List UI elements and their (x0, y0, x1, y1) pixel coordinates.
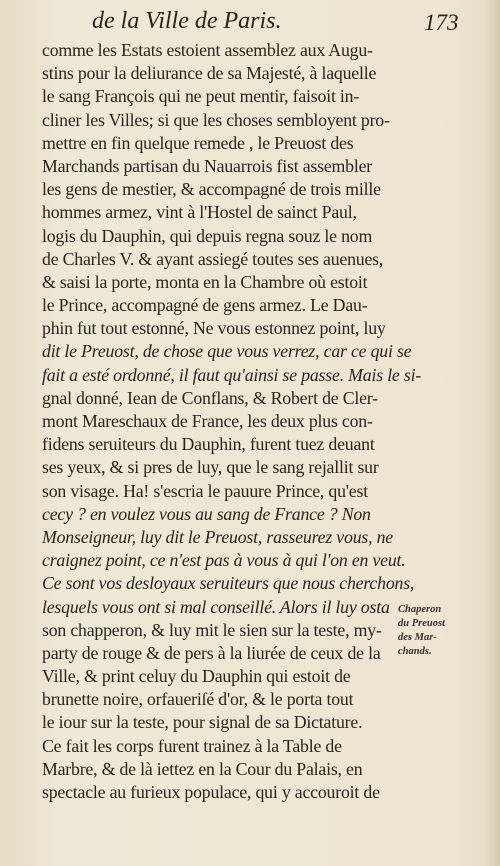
text-line: brunette noire, orfaueriſé d'or, & le porta tout (42, 689, 354, 710)
text-line: Marbre, & de là iettez en la Cour du Palais, en (42, 758, 363, 779)
text-line: mettre en fin quelque remede , le Preuost des (42, 132, 354, 153)
text-line: dit le Preuost, de chose que vous verrez, car ce qui se (42, 341, 412, 362)
running-head: de la Ville de Paris. (92, 8, 282, 34)
text-line: cliner les Villes; si que les choses sembloyent pro- (42, 109, 390, 130)
page-header (0, 4, 500, 40)
text-line: cecy ? en voulez vous au sang de France ? Non (42, 503, 371, 524)
text-line: phin fut tout estonné, Ne vous estonnez point, luy (42, 318, 386, 339)
margin-note-line: du Preuost (398, 618, 445, 629)
text-line: Ce sont vos desloyaux seruiteurs que nous cherchons, (42, 573, 415, 594)
text-line: & saisi la porte, monta en la Chambre où estoit (42, 271, 368, 292)
text-line: lesquels vous ont si mal conseillé. Alors il luy osta (42, 596, 390, 617)
text-line: gnal donné, Iean de Conflans, & Robert de Cler- (42, 387, 378, 408)
text-line: de Charles V. & ayant assiegé toutes ses auenues, (42, 248, 384, 269)
text-line: comme les Estats estoient assemblez aux Augu- (42, 40, 373, 60)
text-line: Monseigneur, luy dit le Preuost, rasseurez vous, ne (42, 526, 393, 547)
text-line: fidens seruiteurs du Dauphin, furent tuez deuant (42, 434, 375, 455)
text-line: spectacle au furieux populace, qui y accouroit de (42, 782, 380, 802)
text-line: le sang François qui ne peut mentir, faisoit in- (42, 86, 360, 107)
text-line: logis du Dauphin, qui depuis regna souz le nom (42, 225, 373, 246)
text-line: stins pour la deliurance de sa Majesté, à laquelle (42, 63, 377, 84)
margin-note-line: des Mar- (398, 632, 437, 643)
text-line: le iour sur la teste, pour signal de sa Dictature. (42, 712, 363, 733)
text-line: les gens de mestier, & accompagné de trois mille (42, 179, 381, 200)
text-line: ses yeux, & si pres de luy, que le sang rejallit sur (42, 457, 379, 478)
text-line: Ce fait les corps furent trainez à la Table de (42, 735, 342, 756)
text-line: Ville, & print celuy du Dauphin qui estoit de (42, 666, 351, 687)
text-line: mont Mareschaux de France, les deux plus con- (42, 411, 373, 431)
margin-note-line: Chaperon (398, 604, 442, 615)
text-line: hommes armez, vint à l'Hostel de sainct Paul, (42, 202, 357, 223)
text-line: son chapperon, & luy mit le sien sur la teste, my- (42, 619, 382, 640)
text-line: le Prince, accompagné de gens armez. Le Dau- (42, 295, 368, 316)
text-line: Marchands partisan du Nauarrois fist assembler (42, 155, 373, 176)
margin-note (398, 603, 498, 659)
margin-note-line: chands. (398, 646, 432, 657)
text-line: fait a esté ordonné, il faut qu'ainsi se passe. Mais le si- (42, 364, 422, 385)
text-line: craignez point, ce n'est pas à vous à qui l'on en veut. (42, 550, 406, 571)
page-number: 173 (424, 10, 459, 35)
text-line: party de rouge & de pers à la liurée de ceux de la (42, 642, 381, 663)
page-edge-shadow (486, 0, 500, 866)
text-line: son visage. Ha! s'escria le pauure Prince, qu'est (42, 480, 368, 501)
